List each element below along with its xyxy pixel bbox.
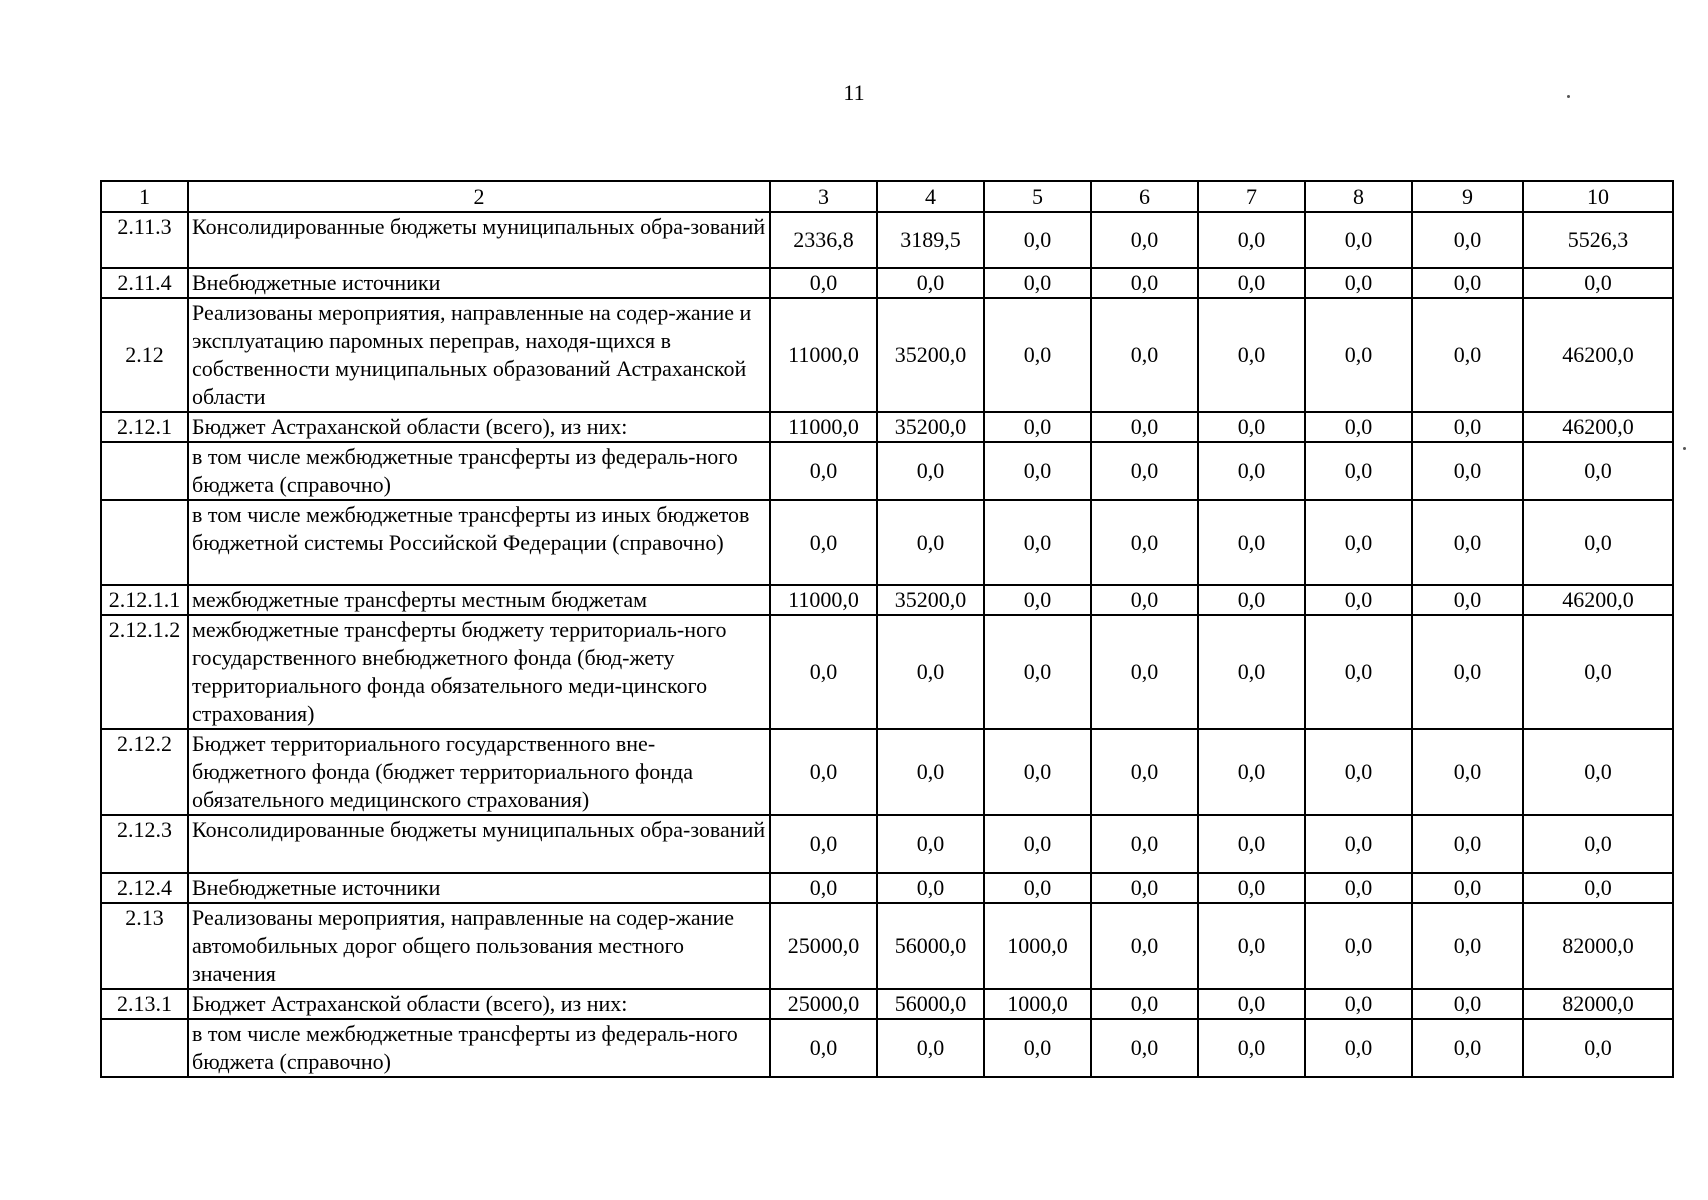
value-cell: 35200,0: [877, 412, 984, 442]
value-cell: 0,0: [770, 615, 877, 729]
value-cell: 0,0: [877, 500, 984, 585]
value-cell: 0,0: [1523, 1019, 1673, 1077]
table-row: [101, 873, 1673, 903]
value-cell: 0,0: [1523, 500, 1673, 585]
page-number: 11: [843, 80, 865, 105]
value-cell: 0,0: [770, 1019, 877, 1077]
value-cell: 0,0: [1305, 1019, 1412, 1077]
value-cell: 0,0: [1412, 873, 1523, 903]
value-cell: 82000,0: [1523, 903, 1673, 989]
value-cell: 0,0: [1412, 729, 1523, 815]
table-row: [101, 903, 1673, 989]
value-cell: 0,0: [1412, 412, 1523, 442]
value-cell: 0,0: [1412, 815, 1523, 873]
value-cell: 0,0: [1198, 873, 1305, 903]
value-cell: 0,0: [1305, 615, 1412, 729]
value-cell: 0,0: [984, 268, 1091, 298]
value-cell: 0,0: [1305, 298, 1412, 412]
row-code: 2.11.4: [101, 268, 188, 298]
header-cell: 10: [1523, 181, 1673, 212]
row-code: [101, 1019, 188, 1077]
value-cell: 56000,0: [877, 903, 984, 989]
value-cell: 0,0: [1305, 442, 1412, 500]
value-cell: 0,0: [1305, 873, 1412, 903]
value-cell: 0,0: [1305, 500, 1412, 585]
row-code: 2.12.4: [101, 873, 188, 903]
value-cell: 5526,3: [1523, 212, 1673, 268]
value-cell: 0,0: [1198, 989, 1305, 1019]
row-code: 2.12.1.1: [101, 585, 188, 615]
row-code: 2.12.3: [101, 815, 188, 873]
value-cell: 35200,0: [877, 298, 984, 412]
value-cell: 56000,0: [877, 989, 984, 1019]
header-cell: 6: [1091, 181, 1198, 212]
value-cell: 0,0: [1412, 298, 1523, 412]
value-cell: 0,0: [1305, 903, 1412, 989]
table-row: [101, 585, 1673, 615]
header-cell: 1: [101, 181, 188, 212]
table-row: [101, 412, 1673, 442]
value-cell: 2336,8: [770, 212, 877, 268]
value-cell: 46200,0: [1523, 298, 1673, 412]
value-cell: 11000,0: [770, 412, 877, 442]
header-cell: 3: [770, 181, 877, 212]
value-cell: 0,0: [1523, 815, 1673, 873]
value-cell: 0,0: [1412, 212, 1523, 268]
value-cell: 0,0: [770, 815, 877, 873]
value-cell: 0,0: [1523, 615, 1673, 729]
value-cell: 0,0: [1305, 815, 1412, 873]
value-cell: 0,0: [984, 412, 1091, 442]
value-cell: 46200,0: [1523, 585, 1673, 615]
value-cell: 25000,0: [770, 903, 877, 989]
row-description: межбюджетные трансферты местным бюджетам: [188, 585, 770, 615]
value-cell: 0,0: [1091, 442, 1198, 500]
value-cell: 0,0: [1198, 268, 1305, 298]
value-cell: 0,0: [1523, 873, 1673, 903]
value-cell: 0,0: [1198, 585, 1305, 615]
value-cell: 0,0: [1305, 268, 1412, 298]
scan-dot: [1567, 95, 1570, 98]
table-row: [101, 729, 1673, 815]
value-cell: 0,0: [1412, 442, 1523, 500]
value-cell: 0,0: [877, 615, 984, 729]
table-row: [101, 989, 1673, 1019]
row-description: Бюджет Астраханской области (всего), из них:: [188, 412, 770, 442]
row-code: 2.12.2: [101, 729, 188, 815]
value-cell: 0,0: [770, 268, 877, 298]
row-code: 2.12: [101, 298, 188, 412]
value-cell: 0,0: [1198, 615, 1305, 729]
value-cell: 3189,5: [877, 212, 984, 268]
row-description: Консолидированные бюджеты муниципальных обра-зований: [188, 212, 770, 268]
row-code: 2.13: [101, 903, 188, 989]
row-description: межбюджетные трансферты бюджету территориаль-ного государственного внебюджетного фонда (бюд-жету территориального фонда обязательного меди-цинского страхования): [188, 615, 770, 729]
row-description: Бюджет территориального государственного вне-бюджетного фонда (бюджет территориального фонда обязательного медицинского страхования): [188, 729, 770, 815]
value-cell: 0,0: [1198, 500, 1305, 585]
value-cell: 0,0: [1091, 500, 1198, 585]
value-cell: 0,0: [1198, 815, 1305, 873]
value-cell: 0,0: [877, 729, 984, 815]
table-row: [101, 615, 1673, 729]
value-cell: 0,0: [1198, 903, 1305, 989]
row-description: Внебюджетные источники: [188, 873, 770, 903]
value-cell: 0,0: [1412, 615, 1523, 729]
value-cell: 0,0: [877, 815, 984, 873]
value-cell: 0,0: [877, 442, 984, 500]
budget-table: [100, 180, 1674, 1078]
row-code: [101, 500, 188, 585]
row-description: в том числе межбюджетные трансферты из федераль-ного бюджета (справочно): [188, 1019, 770, 1077]
scan-dot: [1683, 447, 1686, 450]
row-code: 2.12.1.2: [101, 615, 188, 729]
value-cell: 0,0: [1523, 729, 1673, 815]
row-description: в том числе межбюджетные трансферты из иных бюджетов бюджетной системы Российской Федерации (справочно): [188, 500, 770, 585]
value-cell: 0,0: [984, 615, 1091, 729]
header-cell: 7: [1198, 181, 1305, 212]
value-cell: 0,0: [984, 442, 1091, 500]
value-cell: 0,0: [877, 268, 984, 298]
value-cell: 0,0: [770, 873, 877, 903]
value-cell: 0,0: [984, 873, 1091, 903]
value-cell: 0,0: [1091, 729, 1198, 815]
header-cell: 4: [877, 181, 984, 212]
value-cell: 25000,0: [770, 989, 877, 1019]
value-cell: 0,0: [1091, 268, 1198, 298]
row-description: Внебюджетные источники: [188, 268, 770, 298]
table-row: [101, 212, 1673, 268]
value-cell: 0,0: [984, 815, 1091, 873]
table-row: [101, 500, 1673, 585]
value-cell: 82000,0: [1523, 989, 1673, 1019]
value-cell: 0,0: [1198, 442, 1305, 500]
value-cell: 46200,0: [1523, 412, 1673, 442]
table-header-row: [101, 181, 1673, 212]
value-cell: 0,0: [1412, 585, 1523, 615]
value-cell: 35200,0: [877, 585, 984, 615]
value-cell: 0,0: [1412, 989, 1523, 1019]
value-cell: 0,0: [1523, 268, 1673, 298]
row-description: Реализованы мероприятия, направленные на содер-жание автомобильных дорог общего пользования местного значения: [188, 903, 770, 989]
value-cell: 0,0: [1198, 1019, 1305, 1077]
row-code: 2.13.1: [101, 989, 188, 1019]
header-cell: 9: [1412, 181, 1523, 212]
value-cell: 0,0: [1091, 615, 1198, 729]
table-row: [101, 815, 1673, 873]
value-cell: 0,0: [1091, 903, 1198, 989]
value-cell: 0,0: [1412, 1019, 1523, 1077]
row-code: [101, 442, 188, 500]
value-cell: 1000,0: [984, 989, 1091, 1019]
row-description: в том числе межбюджетные трансферты из федераль-ного бюджета (справочно): [188, 442, 770, 500]
value-cell: 1000,0: [984, 903, 1091, 989]
value-cell: 0,0: [1198, 412, 1305, 442]
value-cell: 0,0: [1091, 873, 1198, 903]
value-cell: 0,0: [984, 298, 1091, 412]
value-cell: 0,0: [1305, 989, 1412, 1019]
value-cell: 0,0: [1305, 212, 1412, 268]
value-cell: 0,0: [770, 500, 877, 585]
value-cell: 0,0: [1091, 298, 1198, 412]
value-cell: 0,0: [1412, 268, 1523, 298]
value-cell: 0,0: [984, 500, 1091, 585]
row-code: 2.11.3: [101, 212, 188, 268]
row-code: 2.12.1: [101, 412, 188, 442]
value-cell: 11000,0: [770, 298, 877, 412]
value-cell: 0,0: [984, 212, 1091, 268]
value-cell: 0,0: [877, 873, 984, 903]
value-cell: 0,0: [1305, 585, 1412, 615]
row-description: Реализованы мероприятия, направленные на содер-жание и эксплуатацию паромных переправ, находя-щихся в собственности муниципальных образований Астраханской области: [188, 298, 770, 412]
header-cell: 8: [1305, 181, 1412, 212]
table-row: [101, 268, 1673, 298]
value-cell: 0,0: [1305, 729, 1412, 815]
value-cell: 0,0: [984, 585, 1091, 615]
table-row: [101, 298, 1673, 412]
table-row: [101, 1019, 1673, 1077]
value-cell: 0,0: [877, 1019, 984, 1077]
row-description: Консолидированные бюджеты муниципальных обра-зований: [188, 815, 770, 873]
value-cell: 0,0: [1305, 412, 1412, 442]
value-cell: 0,0: [1091, 212, 1198, 268]
value-cell: 0,0: [1412, 903, 1523, 989]
value-cell: 0,0: [1198, 729, 1305, 815]
value-cell: 0,0: [984, 729, 1091, 815]
value-cell: 0,0: [1091, 815, 1198, 873]
value-cell: 11000,0: [770, 585, 877, 615]
value-cell: 0,0: [1412, 500, 1523, 585]
value-cell: 0,0: [1091, 412, 1198, 442]
value-cell: 0,0: [1091, 585, 1198, 615]
row-description: Бюджет Астраханской области (всего), из них:: [188, 989, 770, 1019]
header-cell: 2: [188, 181, 770, 212]
value-cell: 0,0: [1198, 212, 1305, 268]
value-cell: 0,0: [1523, 442, 1673, 500]
table-row: [101, 442, 1673, 500]
header-cell: 5: [984, 181, 1091, 212]
value-cell: 0,0: [1091, 989, 1198, 1019]
value-cell: 0,0: [770, 442, 877, 500]
value-cell: 0,0: [984, 1019, 1091, 1077]
value-cell: 0,0: [1198, 298, 1305, 412]
value-cell: 0,0: [770, 729, 877, 815]
value-cell: 0,0: [1091, 1019, 1198, 1077]
